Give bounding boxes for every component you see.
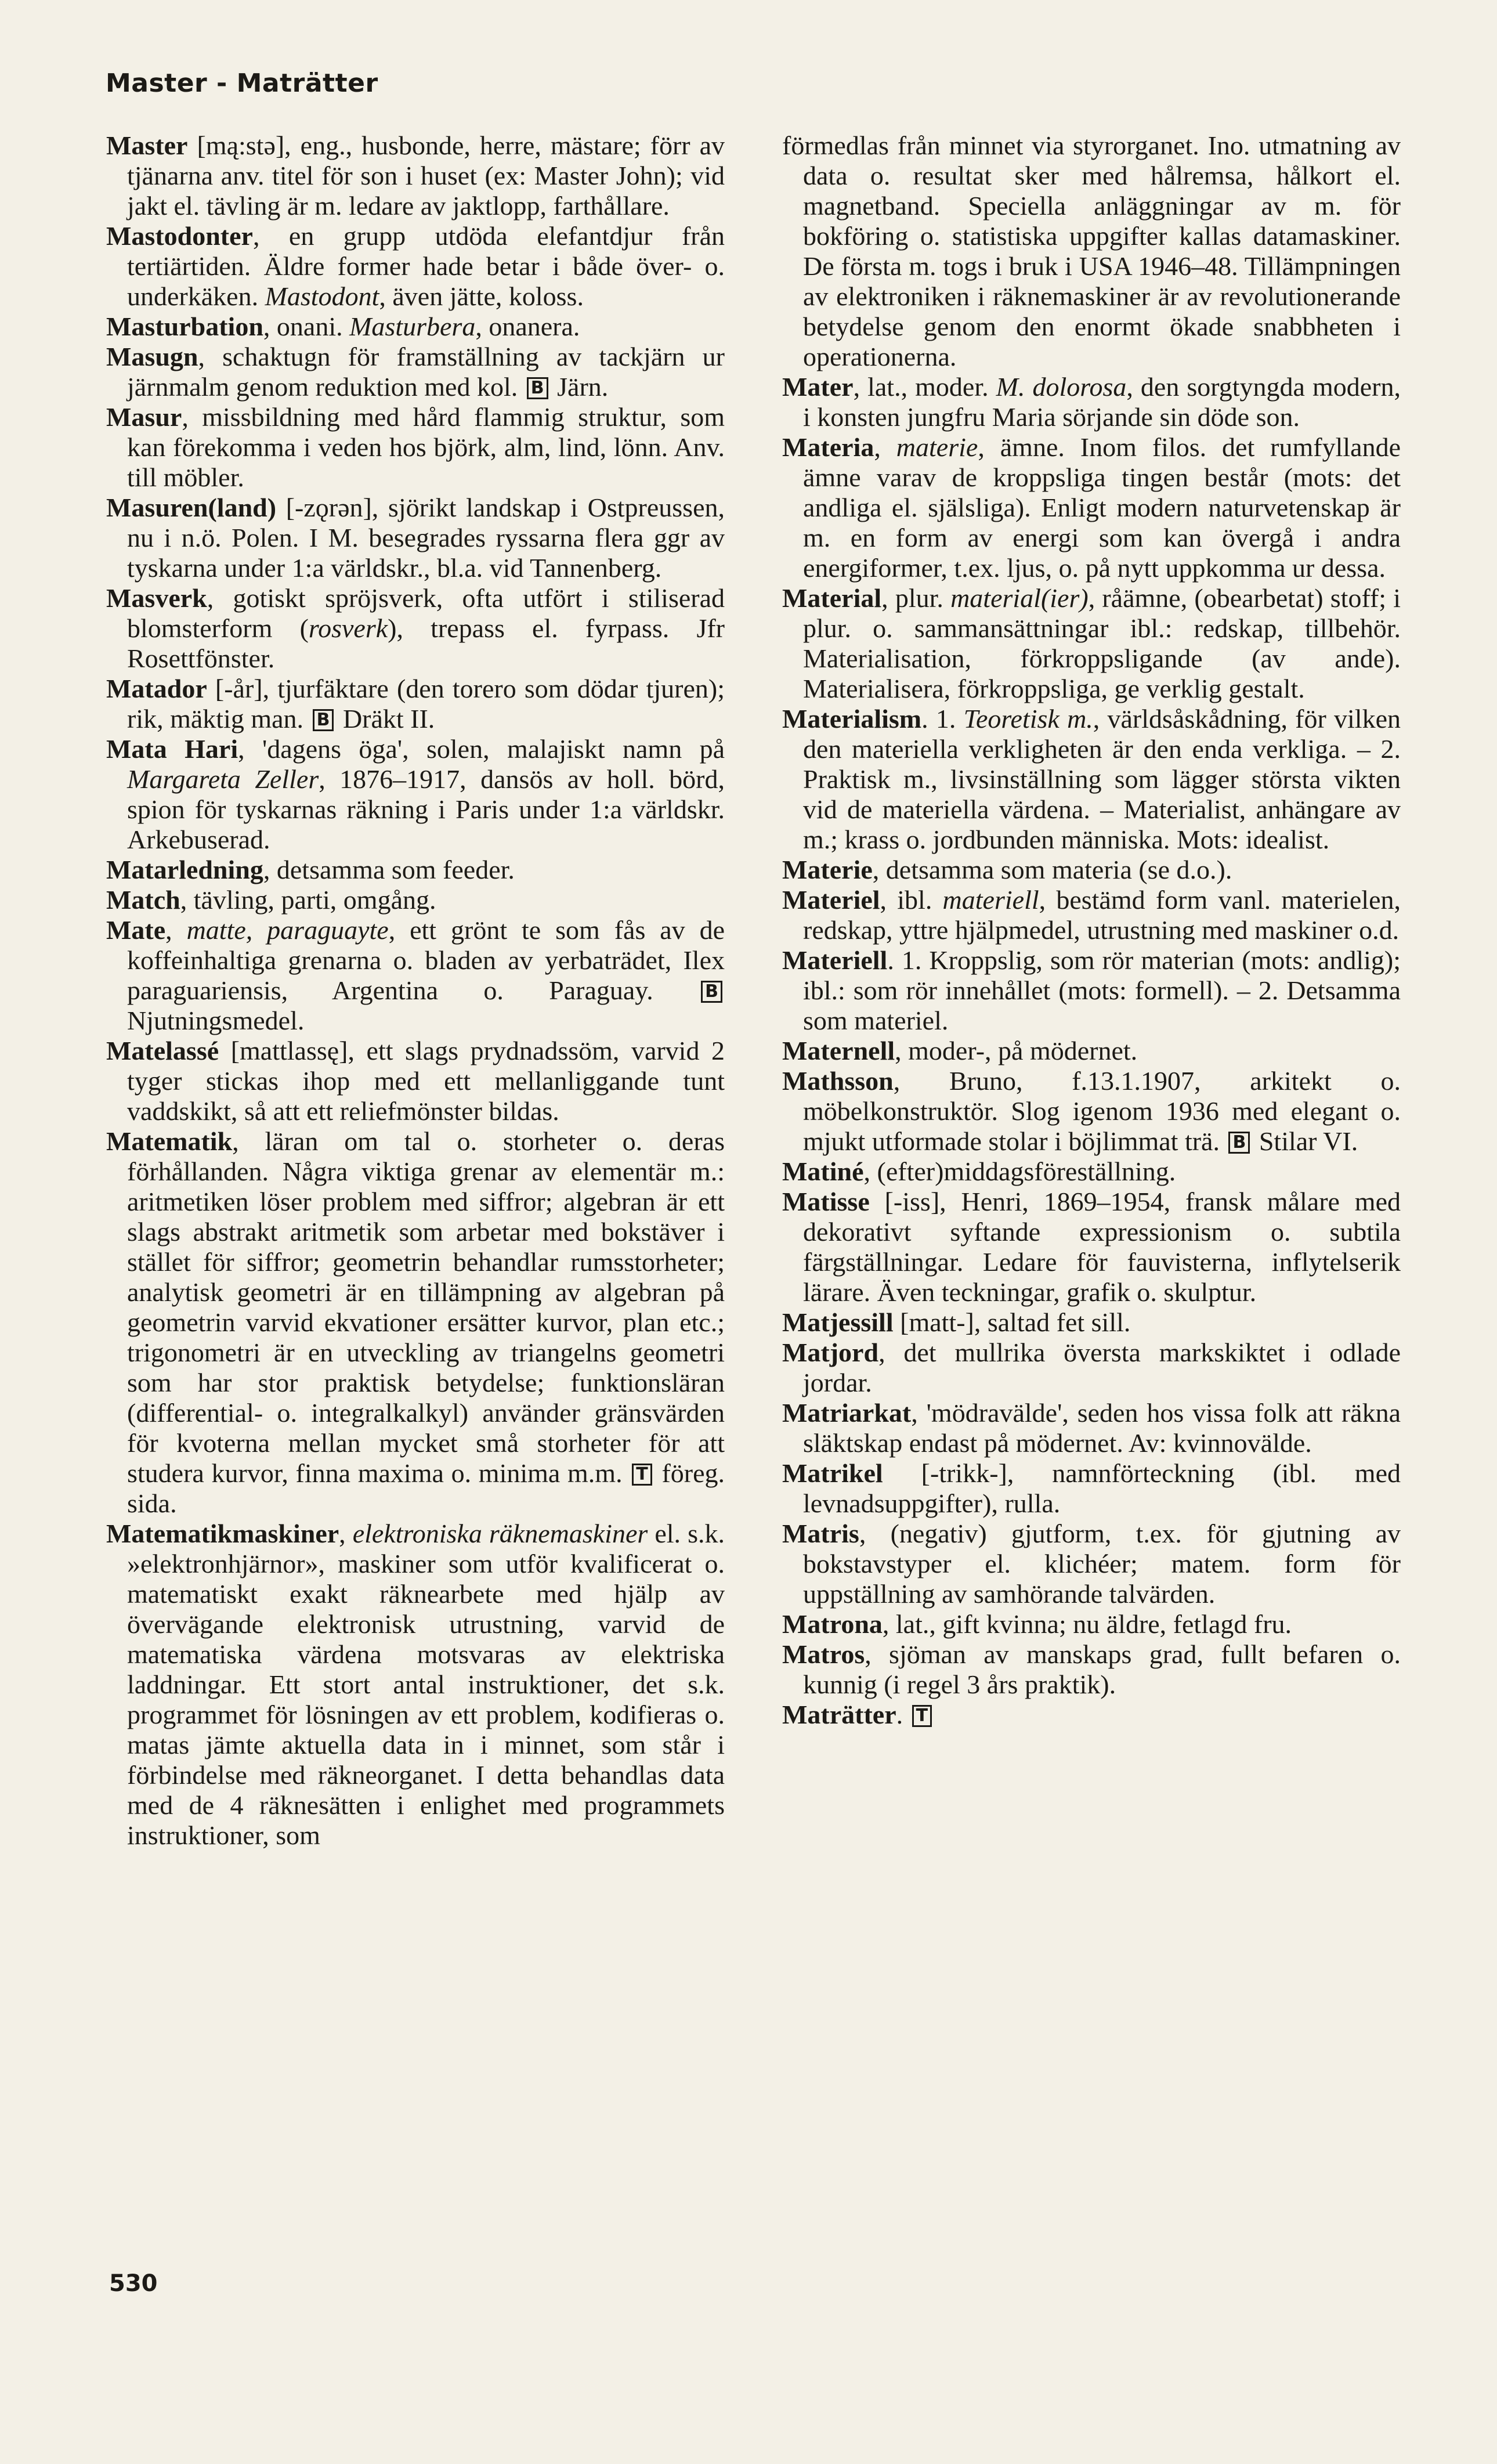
dictionary-entry <box>106 1519 725 1851</box>
entry-text: , det mullrika översta markskiktet i odlade jordar. <box>803 1338 1401 1397</box>
entry-term: Matiné <box>782 1157 864 1186</box>
entry-text: , tävling, parti, omgång. <box>180 885 436 915</box>
page-number: 530 <box>109 2270 158 2297</box>
entry-tail: Järn. <box>550 372 609 402</box>
entry-term: Materiell <box>782 945 888 975</box>
entry-text: , lat., moder. <box>853 372 996 402</box>
reference-symbol: T <box>912 1705 932 1727</box>
entry-tail: , råämne, (obearbetat) stoff; i plur. o. sammansättningar ibl.: redskap, tillbehör. Materialisation, förkroppsligande (av ande). Materialisera, förkroppsliga, ge verklig gestalt. <box>803 583 1401 703</box>
entry-tail: el. s.k. »elektronhjärnor», maskiner som utför kvalificerat o. matematiskt exakt räknearbete med hjälp av övervägande elektronisk utrustning, varvid de matematiska värdena motsvaras av elektriska laddningar. Ett stort antal instruktioner, det s.k. programmet för lösningen av ett problem, kodifieras o. matas jämte aktuella data in i minnet, som står i förbindelse med räkneorganet. I detta behandlas data med de 4 räknesätten i enlighet med programmets instruktioner, som <box>127 1519 725 1850</box>
entry-text: , detsamma som materia (se d.o.). <box>872 855 1232 884</box>
entry-italic: Masturbera <box>349 312 476 341</box>
entry-term: Master <box>106 131 188 160</box>
entry-term: Mata Hari <box>106 734 238 764</box>
entry-term: Mate <box>106 915 166 945</box>
dictionary-entry <box>106 674 725 734</box>
entry-tail: , ämne. Inom filos. det rumfyllande ämne varav de kroppsliga tingen består (mots: det andliga el. själsliga). Enligt modern naturvetenskap är m. en form av energi som kan övergå i andra energiformer, t.ex. ljus, o. på nytt uppkomma ur dessa. <box>803 432 1401 583</box>
reference-symbol: B <box>527 377 548 399</box>
dictionary-entry <box>106 493 725 583</box>
dictionary-entry <box>782 1066 1401 1157</box>
entry-italic: rosverk <box>308 613 388 643</box>
dictionary-entry <box>782 1338 1401 1398</box>
dictionary-entry <box>782 1609 1401 1639</box>
entry-text: , onani. <box>263 312 350 341</box>
entry-tail: Dräkt II. <box>336 704 435 734</box>
dictionary-entry <box>106 855 725 885</box>
entry-text: , läran om tal o. storheter o. deras förhållanden. Några viktiga grenar av elementär m.: aritmetiken löser problem med siffror; algebran är ett slags abstrakt aritmetik som arbetar med bokstäver i stället för siffror; geometrin behandlar rumsstorheter; analytisk geometri är en tillämpning av algebran på geometrin varvid ekvationer ersätter kurvor, plan etc.; trigonometri är en utveckling av triangelns geometri som har stor praktisk betydelse; funktionsläran (differential- o. integralkalkyl) använder gränsvärden för kvoterna mellan mycket små storheter för att studera kurvor, finna maxima o. minima m.m. <box>127 1126 725 1488</box>
dictionary-entry <box>782 1307 1401 1338</box>
dictionary-entry <box>106 734 725 855</box>
entry-term: Matisse <box>782 1187 870 1216</box>
entry-italic: materiell <box>942 885 1039 915</box>
entry-term: Materialism <box>782 704 922 734</box>
entry-italic: Mastodont <box>265 281 379 311</box>
entry-text: , <box>339 1519 353 1548</box>
entry-text: , 'dagens öga', solen, malajiskt namn på <box>238 734 725 764</box>
entry-term: Materie <box>782 855 873 884</box>
reference-symbol: B <box>313 709 334 731</box>
entry-tail: , världsåskådning, för vilken den materiella verkligheten är den enda verkliga. – 2. Praktisk m., livsinställning som lägger största vikten vid de materiella värdena. – Materialist, anhängare av m.; krass o. jordbunden människa. Mots: idealist. <box>803 704 1401 854</box>
entry-text: . 1. <box>921 704 964 734</box>
dictionary-entry <box>106 885 725 915</box>
entry-term: Matris <box>782 1519 859 1548</box>
entry-text: , detsamma som feeder. <box>263 855 515 884</box>
entry-term: Matematikmaskiner <box>106 1519 339 1548</box>
entry-term: Mater <box>782 372 854 402</box>
entry-text: förmedlas från minnet via styrorganet. Ino. utmatning av data o. resultat sker med hålremsa, hålkort el. magnetband. Speciella anläggningar av m. för bokföring o. statistiska uppgifter kallas datamaskiner. De första m. togs i bruk i USA 1946–48. Tillämpningen av elektroniken i räknemaskiner är av revolutionerande betydelse genom den enormt ökade snabbheten i operationerna. <box>782 131 1401 371</box>
dictionary-entry <box>106 221 725 312</box>
entry-term: Matros <box>782 1639 865 1669</box>
entry-italic: matte, paraguayte <box>186 915 389 945</box>
reference-symbol: B <box>1228 1132 1250 1154</box>
dictionary-entry <box>106 1126 725 1519</box>
entry-text: . 1. Kroppslig, som rör materian (mots: andlig); ibl.: som rör innehållet (mots: formell). – 2. Detsamma som materiel. <box>803 945 1401 1035</box>
entry-term: Matrona <box>782 1609 883 1639</box>
dictionary-entry <box>782 1639 1401 1700</box>
entry-text: [-år], tjurfäktare (den torero som dödar tjuren); rik, mäktig man. <box>127 674 725 734</box>
dictionary-entry <box>106 131 725 221</box>
entry-term: Matador <box>106 674 207 703</box>
reference-symbol: B <box>701 981 722 1003</box>
dictionary-entry <box>782 131 1401 372</box>
entry-text: [mą:stə], eng., husbonde, herre, mästare; förr av tjänarna anv. titel för son i huset (ex: Master John); vid jakt el. tävling är m. ledare av jaktlopp, farthållare. <box>127 131 725 221</box>
dictionary-entry <box>782 372 1401 432</box>
dictionary-entry <box>782 1458 1401 1519</box>
entry-text: [-zǫrən], sjörikt landskap i Ostpreussen, nu i n.ö. Polen. I M. besegrades ryssarna flera ggr av tyskarna under 1:a världskr., bl.a. vid Tannenberg. <box>127 493 725 583</box>
dictionary-entry <box>106 1036 725 1126</box>
entry-tail: , onanera. <box>475 312 580 341</box>
entry-text: , missbildning med hård flammig struktur, som kan förekomma i veden hos björk, alm, lind, lönn. Anv. till möbler. <box>127 402 725 492</box>
entry-term: Masuren(land) <box>106 493 277 522</box>
entry-text: [-trikk-], namnförteckning (ibl. med levnadsuppgifter), rulla. <box>803 1458 1401 1518</box>
entry-italic: Teoretisk m. <box>963 704 1093 734</box>
entry-text: , en grupp utdöda elefantdjur från tertiärtiden. Äldre former hade betar i både över- o. underkäken. <box>127 221 725 311</box>
entry-term: Masverk <box>106 583 207 613</box>
entry-term: Match <box>106 885 180 915</box>
entry-term: Matjord <box>782 1338 879 1367</box>
entry-term: Maternell <box>782 1036 895 1065</box>
dictionary-entry <box>782 945 1401 1036</box>
page-header: Master - Maträtter <box>106 68 378 98</box>
entry-term: Masur <box>106 402 182 432</box>
right-column <box>782 131 1401 1730</box>
entry-term: Matematik <box>106 1126 233 1156</box>
entry-text: , plur. <box>881 583 951 613</box>
entry-term: Masugn <box>106 342 198 371</box>
entry-tail: föreg. sida. <box>127 1458 725 1518</box>
dictionary-entry <box>106 402 725 493</box>
entry-text: , ibl. <box>880 885 943 915</box>
dictionary-entry <box>782 1519 1401 1609</box>
entry-tail: , 1876–1917, dansös av holl. börd, spion för tyskarnas räkning i Paris under 1:a världskr. Arkebuserad. <box>127 764 725 854</box>
dictionary-entry <box>782 432 1401 583</box>
entry-italic: material(ier) <box>950 583 1089 613</box>
entry-italic: elektroniska räknemaskiner <box>352 1519 648 1548</box>
dictionary-entry <box>782 1398 1401 1458</box>
entry-term: Materia <box>782 432 874 462</box>
entry-term: Mathsson <box>782 1066 894 1096</box>
entry-text: , schaktugn för framställning av tackjärn ur järnmalm genom reduktion med kol. <box>127 342 725 402</box>
entry-tail: , den sorgtyngda modern, i konsten jungfru Maria sörjande sin döde son. <box>803 372 1401 432</box>
entry-tail: , bestämd form vanl. materielen, redskap, yttre hjälpmedel, utrustning med maskiner o.d. <box>803 885 1401 945</box>
entry-term: Materiel <box>782 885 880 915</box>
entry-text: , lat., gift kvinna; nu äldre, fetlagd fru. <box>882 1609 1292 1639</box>
entry-term: Matelassé <box>106 1036 219 1065</box>
dictionary-entry <box>106 583 725 674</box>
entry-text: , moder-, på mödernet. <box>895 1036 1138 1065</box>
entry-term: Matjessill <box>782 1307 894 1337</box>
entry-text: , 'mödravälde', seden hos vissa folk att räkna släktskap endast på mödernet. Av: kvinnovälde. <box>803 1398 1401 1458</box>
reference-symbol: T <box>632 1464 652 1486</box>
entry-term: Material <box>782 583 882 613</box>
dictionary-entry <box>106 342 725 402</box>
entry-term: Matriarkat <box>782 1398 912 1428</box>
entry-term: Matarledning <box>106 855 263 884</box>
entry-tail: ), trepass el. fyrpass. Jfr Rosettfönster. <box>127 613 725 673</box>
left-column <box>106 131 725 1851</box>
entry-term: Mastodonter <box>106 221 253 251</box>
entry-text: , (negativ) gjutform, t.ex. för gjutning av bokstavstyper el. klichéer; matem. form för uppställning av samhörande talvärden. <box>803 1519 1401 1609</box>
dictionary-entry <box>106 915 725 1036</box>
dictionary-entry <box>782 583 1401 704</box>
entry-tail: Stilar VI. <box>1252 1126 1358 1156</box>
entry-term: Maträtter <box>782 1700 896 1729</box>
dictionary-entry <box>782 855 1401 885</box>
entry-text: , gotiskt spröjsverk, ofta utfört i stiliserad blomsterform ( <box>127 583 725 643</box>
entry-text: , <box>874 432 896 462</box>
entry-tail: , även jätte, koloss. <box>379 281 584 311</box>
entry-text: , <box>165 915 187 945</box>
dictionary-entry <box>782 1700 1401 1730</box>
entry-term: Matrikel <box>782 1458 883 1488</box>
entry-tail: Njutningsmedel. <box>127 1006 305 1035</box>
entry-text: , (efter)middagsföreställning. <box>863 1157 1176 1186</box>
dictionary-entry <box>782 1036 1401 1066</box>
dictionary-entry <box>782 885 1401 945</box>
entry-text: . <box>896 1700 910 1729</box>
entry-tail: , ett grönt te som fås av de koffeinhaltiga grenarna o. bladen av yerbaträdet, Ilex paraguariensis, Argentina o. Paraguay. <box>127 915 725 1005</box>
entry-text: , sjöman av manskaps grad, fullt befaren o. kunnig (i regel 3 års praktik). <box>803 1639 1401 1699</box>
dictionary-entry <box>782 1187 1401 1307</box>
entry-italic: M. dolorosa <box>996 372 1127 402</box>
entry-text: [mattlassę], ett slags prydnadssöm, varvid 2 tyger stickas ihop med ett mellanliggande tunt vaddskikt, så att ett reliefmönster bildas. <box>127 1036 725 1126</box>
dictionary-entry <box>782 1157 1401 1187</box>
entry-text: [-iss], Henri, 1869–1954, fransk målare med dekorativt syftande expressionism o. subtila färgställningar. Ledare för fauvisterna, inflytelserik lärare. Även teckningar, grafik o. skulptur. <box>803 1187 1401 1307</box>
entry-text: , Bruno, f.13.1.1907, arkitekt o. möbelkonstruktör. Slog igenom 1936 med elegant o. mjukt utformade stolar i böjlimmat trä. <box>803 1066 1401 1156</box>
entry-italic: materie <box>896 432 978 462</box>
dictionary-entry <box>782 704 1401 855</box>
entry-text: [matt-], saltad fet sill. <box>893 1307 1131 1337</box>
entry-italic: Margareta Zeller <box>127 764 319 794</box>
dictionary-entry <box>106 312 725 342</box>
entry-term: Masturbation <box>106 312 263 341</box>
